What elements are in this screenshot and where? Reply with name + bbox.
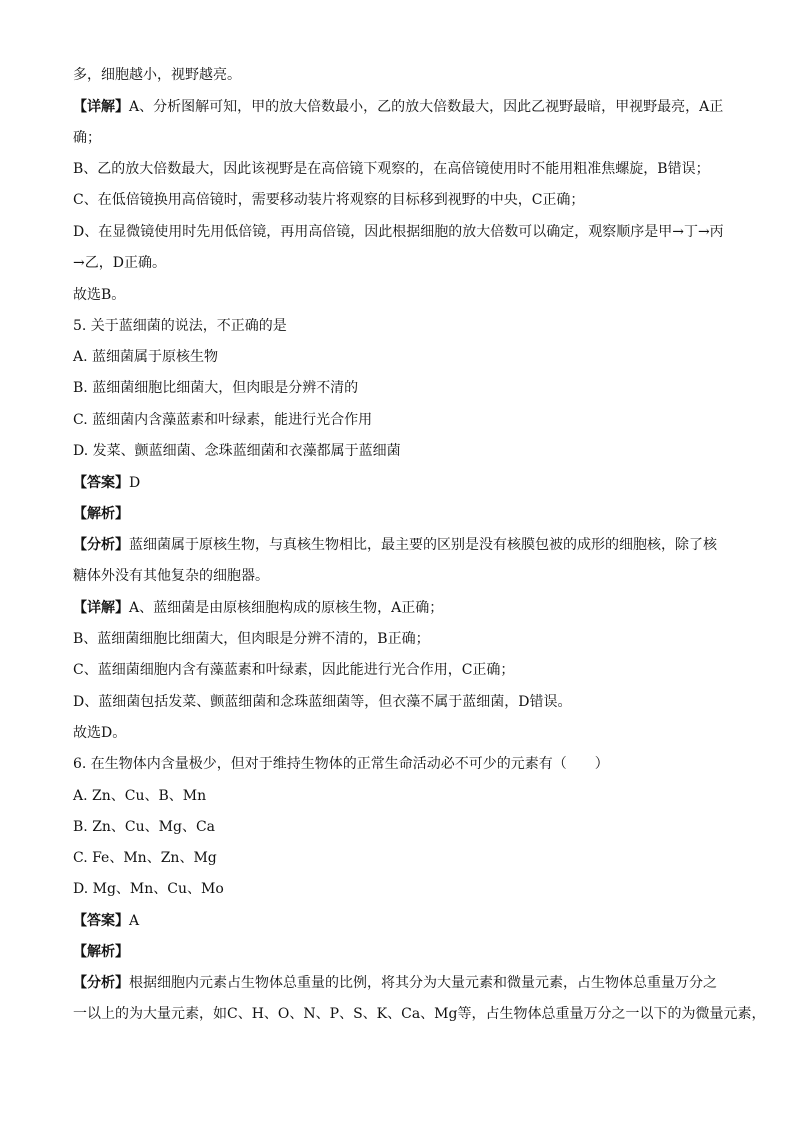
detail-tag: 【详解】: [73, 600, 129, 616]
selection-line: 故选B。: [73, 287, 126, 303]
text-line: A、分析图解可知，甲的放大倍数最小，乙的放大倍数最大，因此乙视野最暗，甲视野最亮，A正: [129, 99, 724, 115]
option-c: C. Fe、Mn、Zn、Mg: [73, 850, 217, 866]
fenxi-line: [73, 535, 733, 555]
fenxi-tag: 【分析】: [73, 975, 129, 991]
text-line: 根据细胞内元素占生物体总重量的比例，将其分为大量元素和微量元素，占生物体总重量万分之: [129, 975, 717, 991]
detail-line: [73, 598, 733, 618]
option-b: B. 蓝细菌细胞比细菌大，但肉眼是分辨不清的: [73, 380, 359, 396]
text-line: B、乙的放大倍数最大，因此该视野是在高倍镜下观察的，在高倍镜使用时不能用粗准焦螺旋，B错误；: [73, 161, 710, 177]
answer-value: D: [129, 475, 141, 491]
answer-line: [73, 911, 733, 931]
detail-tag: 【详解】: [73, 99, 129, 115]
text-line: B、蓝细菌细胞比细菌大，但肉眼是分辨不清的，B正确；: [73, 631, 430, 647]
text-line: 糖体外没有其他复杂的细胞器。: [73, 568, 269, 584]
text-line: D、蓝细菌包括发菜、颤蓝细菌和念珠蓝细菌等，但衣藻不属于蓝细菌，D错误。: [73, 694, 572, 710]
text-line: 蓝细菌属于原核生物，与真核生物相比，最主要的区别是没有核膜包被的成形的细胞核，除了核: [129, 537, 717, 553]
question-6: 6. 在生物体内含量极少，但对于维持生物体的正常生命活动必不可少的元素有（ ）: [73, 756, 609, 772]
option-d: D. Mg、Mn、Cu、Mo: [73, 881, 224, 897]
option-c: C. 蓝细菌内含藻蓝素和叶绿素，能进行光合作用: [73, 412, 373, 428]
text-line: →乙，D正确。: [73, 255, 166, 271]
question-5: 5. 关于蓝细菌的说法，不正确的是: [73, 318, 287, 334]
answer-tag: 【答案】: [73, 475, 129, 491]
analysis-heading: [73, 504, 733, 524]
option-d: D. 发菜、颤蓝细菌、念珠蓝细菌和衣藻都属于蓝细菌: [73, 443, 401, 459]
fenxi-tag: 【分析】: [73, 537, 129, 553]
text-line: 一以上的为大量元素，如C、H、O、N、P、S、K、Ca、Mg等，占生物体总重量万分之一以下的为微量元素，: [73, 1006, 766, 1022]
option-a: A. Zn、Cu、B、Mn: [73, 788, 207, 804]
answer-line: [73, 473, 733, 493]
text-line: A、蓝细菌是由原核细胞构成的原核生物，A正确；: [129, 600, 444, 616]
analysis-heading: [73, 942, 733, 962]
text-line: D、在显微镜使用时先用低倍镜，再用高倍镜，因此根据细胞的放大倍数可以确定，观察顺序是甲→丁→丙: [73, 224, 724, 240]
text-line: C、蓝细菌细胞内含有藻蓝素和叶绿素，因此能进行光合作用，C正确；: [73, 662, 515, 678]
option-b: B. Zn、Cu、Mg、Ca: [73, 819, 216, 835]
selection-line: 故选D。: [73, 725, 127, 741]
answer-tag: 【答案】: [73, 913, 129, 929]
fenxi-line: [73, 973, 733, 993]
text-line: 多，细胞越小，视野越亮。: [73, 67, 241, 83]
analysis-tag: 【解析】: [73, 944, 129, 960]
detail-line: [73, 97, 733, 117]
answer-value: A: [129, 913, 140, 929]
analysis-tag: 【解析】: [73, 506, 129, 522]
text-line: 确；: [73, 130, 101, 146]
text-line: C、在低倍镜换用高倍镜时，需要移动装片将观察的目标移到视野的中央，C正确；: [73, 192, 585, 208]
option-a: A. 蓝细菌属于原核生物: [73, 349, 219, 365]
